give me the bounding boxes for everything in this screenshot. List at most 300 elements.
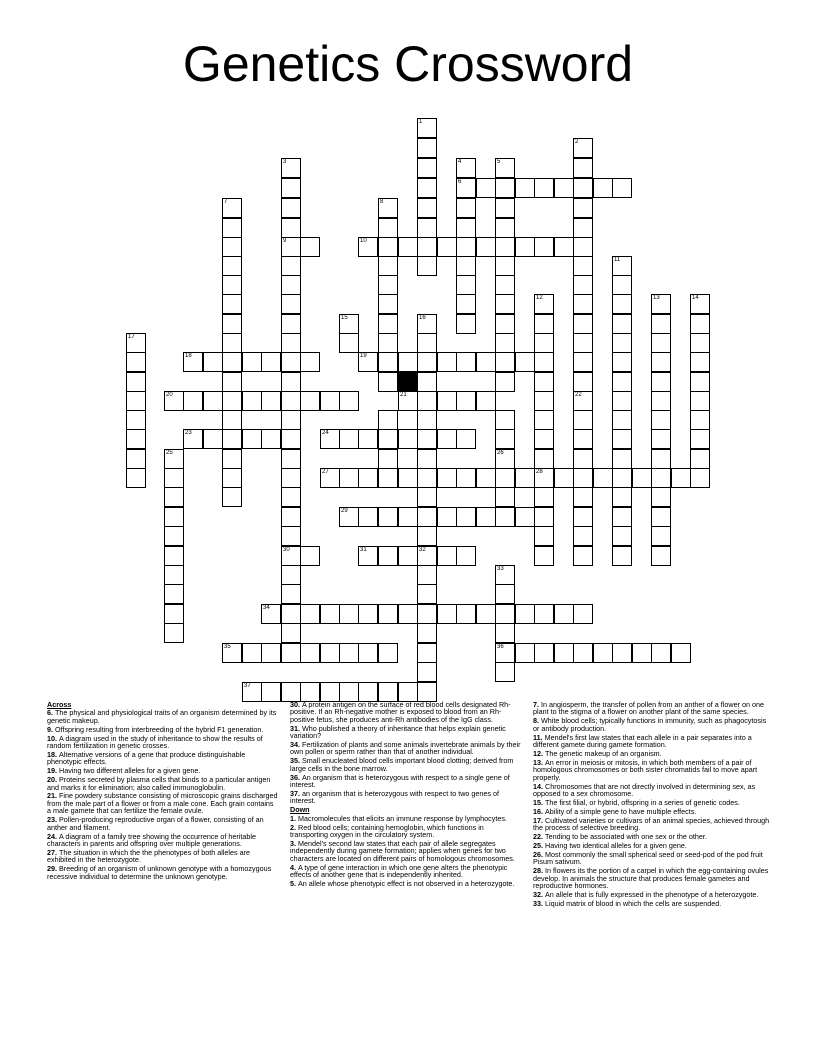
crossword-cell[interactable] — [534, 487, 554, 507]
crossword-cell[interactable] — [476, 237, 496, 257]
crossword-cell[interactable] — [612, 526, 632, 546]
crossword-cell[interactable] — [573, 468, 593, 488]
crossword-cell[interactable] — [378, 256, 398, 276]
crossword-cell[interactable] — [164, 507, 184, 527]
crossword-cell[interactable] — [495, 198, 515, 218]
crossword-cell[interactable] — [612, 275, 632, 295]
crossword-cell[interactable] — [398, 429, 418, 449]
crossword-cell[interactable] — [495, 314, 515, 334]
crossword-cell[interactable] — [612, 410, 632, 430]
crossword-cell[interactable] — [456, 294, 476, 314]
crossword-cell[interactable] — [573, 218, 593, 238]
crossword-cell[interactable] — [651, 314, 671, 334]
crossword-cell[interactable] — [534, 449, 554, 469]
crossword-cell[interactable] — [164, 623, 184, 643]
crossword-cell[interactable] — [261, 391, 281, 411]
crossword-cell[interactable] — [378, 294, 398, 314]
crossword-cell[interactable] — [300, 546, 320, 566]
crossword-cell[interactable] — [554, 468, 574, 488]
crossword-cell[interactable] — [339, 507, 359, 527]
crossword-cell[interactable] — [515, 352, 535, 372]
crossword-cell[interactable] — [671, 468, 691, 488]
crossword-cell[interactable] — [612, 256, 632, 276]
crossword-cell[interactable] — [534, 410, 554, 430]
crossword-cell[interactable] — [126, 352, 146, 372]
crossword-cell[interactable] — [378, 237, 398, 257]
crossword-cell[interactable] — [651, 294, 671, 314]
crossword-cell[interactable] — [320, 468, 340, 488]
crossword-cell[interactable] — [612, 294, 632, 314]
crossword-cell[interactable] — [690, 314, 710, 334]
crossword-cell[interactable] — [495, 352, 515, 372]
crossword-cell[interactable] — [456, 352, 476, 372]
crossword-cell[interactable] — [300, 643, 320, 663]
crossword-cell[interactable] — [300, 391, 320, 411]
crossword-cell[interactable] — [126, 410, 146, 430]
crossword-cell[interactable] — [242, 352, 262, 372]
crossword-cell[interactable] — [281, 623, 301, 643]
crossword-cell[interactable] — [398, 391, 418, 411]
crossword-cell[interactable] — [495, 275, 515, 295]
crossword-cell[interactable] — [222, 275, 242, 295]
crossword-cell[interactable] — [417, 429, 437, 449]
crossword-cell[interactable] — [398, 468, 418, 488]
crossword-cell[interactable] — [476, 178, 496, 198]
crossword-cell[interactable] — [495, 604, 515, 624]
crossword-cell[interactable] — [456, 468, 476, 488]
crossword-cell[interactable] — [573, 178, 593, 198]
crossword-cell[interactable] — [398, 507, 418, 527]
crossword-cell[interactable] — [281, 487, 301, 507]
crossword-cell[interactable] — [534, 294, 554, 314]
crossword-cell[interactable] — [164, 584, 184, 604]
crossword-cell[interactable] — [417, 487, 437, 507]
crossword-cell[interactable] — [417, 333, 437, 353]
crossword-cell[interactable] — [126, 333, 146, 353]
crossword-cell[interactable] — [417, 372, 437, 392]
crossword-cell[interactable] — [515, 604, 535, 624]
crossword-cell[interactable] — [378, 410, 398, 430]
crossword-cell[interactable] — [573, 256, 593, 276]
crossword-cell[interactable] — [222, 468, 242, 488]
crossword-cell[interactable] — [281, 218, 301, 238]
crossword-cell[interactable] — [281, 333, 301, 353]
crossword-cell[interactable] — [164, 449, 184, 469]
crossword-cell[interactable] — [339, 314, 359, 334]
crossword-cell[interactable] — [417, 584, 437, 604]
crossword-cell[interactable] — [320, 604, 340, 624]
crossword-cell[interactable] — [495, 449, 515, 469]
crossword-cell[interactable] — [300, 604, 320, 624]
crossword-cell[interactable] — [378, 372, 398, 392]
crossword-cell[interactable] — [358, 429, 378, 449]
crossword-cell[interactable] — [437, 237, 457, 257]
crossword-cell[interactable] — [534, 178, 554, 198]
crossword-cell[interactable] — [281, 275, 301, 295]
crossword-cell[interactable] — [281, 352, 301, 372]
crossword-cell[interactable] — [222, 352, 242, 372]
crossword-cell[interactable] — [417, 565, 437, 585]
crossword-cell[interactable] — [398, 352, 418, 372]
crossword-cell[interactable] — [534, 546, 554, 566]
crossword-cell[interactable] — [281, 584, 301, 604]
crossword-cell[interactable] — [417, 623, 437, 643]
crossword-cell[interactable] — [378, 352, 398, 372]
crossword-cell[interactable] — [222, 391, 242, 411]
crossword-cell[interactable] — [690, 333, 710, 353]
crossword-cell[interactable] — [651, 526, 671, 546]
crossword-cell[interactable] — [495, 333, 515, 353]
crossword-cell[interactable] — [495, 507, 515, 527]
crossword-cell[interactable] — [554, 178, 574, 198]
crossword-cell[interactable] — [690, 429, 710, 449]
crossword-cell[interactable] — [242, 682, 262, 702]
crossword-cell[interactable] — [183, 391, 203, 411]
crossword-cell[interactable] — [495, 178, 515, 198]
crossword-cell[interactable] — [437, 604, 457, 624]
crossword-cell[interactable] — [612, 314, 632, 334]
crossword-cell[interactable] — [573, 487, 593, 507]
crossword-cell[interactable] — [222, 256, 242, 276]
crossword-cell[interactable] — [456, 256, 476, 276]
crossword-cell[interactable] — [281, 237, 301, 257]
crossword-cell[interactable] — [612, 429, 632, 449]
crossword-cell[interactable] — [300, 352, 320, 372]
crossword-cell[interactable] — [164, 391, 184, 411]
crossword-cell[interactable] — [183, 429, 203, 449]
crossword-cell[interactable] — [281, 507, 301, 527]
crossword-cell[interactable] — [417, 178, 437, 198]
crossword-cell[interactable] — [417, 662, 437, 682]
crossword-cell[interactable] — [281, 643, 301, 663]
crossword-cell[interactable] — [164, 604, 184, 624]
crossword-cell[interactable] — [281, 294, 301, 314]
crossword-cell[interactable] — [495, 643, 515, 663]
crossword-cell[interactable] — [456, 198, 476, 218]
crossword-cell[interactable] — [495, 584, 515, 604]
crossword-cell[interactable] — [515, 178, 535, 198]
crossword-cell[interactable] — [456, 507, 476, 527]
crossword-cell[interactable] — [126, 468, 146, 488]
crossword-cell[interactable] — [573, 526, 593, 546]
crossword-cell[interactable] — [612, 546, 632, 566]
crossword-cell[interactable] — [300, 682, 320, 702]
crossword-cell[interactable] — [612, 487, 632, 507]
crossword-cell[interactable] — [495, 256, 515, 276]
crossword-cell[interactable] — [281, 682, 301, 702]
crossword-cell[interactable] — [456, 546, 476, 566]
crossword-cell[interactable] — [534, 372, 554, 392]
crossword-cell[interactable] — [222, 372, 242, 392]
crossword-cell[interactable] — [281, 256, 301, 276]
crossword-cell[interactable] — [417, 218, 437, 238]
crossword-cell[interactable] — [261, 352, 281, 372]
crossword-cell[interactable] — [222, 410, 242, 430]
crossword-cell[interactable] — [358, 507, 378, 527]
crossword-cell[interactable] — [573, 314, 593, 334]
crossword-cell[interactable] — [358, 682, 378, 702]
crossword-cell[interactable] — [495, 218, 515, 238]
crossword-cell[interactable] — [456, 391, 476, 411]
crossword-cell[interactable] — [261, 429, 281, 449]
crossword-cell[interactable] — [690, 391, 710, 411]
crossword-cell[interactable] — [417, 391, 437, 411]
crossword-cell[interactable] — [358, 643, 378, 663]
crossword-cell[interactable] — [456, 158, 476, 178]
crossword-cell[interactable] — [417, 449, 437, 469]
crossword-cell[interactable] — [242, 643, 262, 663]
crossword-cell[interactable] — [573, 237, 593, 257]
crossword-cell[interactable] — [398, 237, 418, 257]
crossword-cell[interactable] — [456, 314, 476, 334]
crossword-cell[interactable] — [456, 237, 476, 257]
crossword-cell[interactable] — [456, 218, 476, 238]
crossword-cell[interactable] — [476, 468, 496, 488]
crossword-cell[interactable] — [437, 507, 457, 527]
crossword-cell[interactable] — [651, 352, 671, 372]
crossword-cell[interactable] — [203, 391, 223, 411]
crossword-cell[interactable] — [281, 565, 301, 585]
crossword-cell[interactable] — [417, 410, 437, 430]
crossword-cell[interactable] — [339, 604, 359, 624]
crossword-cell[interactable] — [358, 352, 378, 372]
crossword-cell[interactable] — [573, 507, 593, 527]
crossword-cell[interactable] — [320, 429, 340, 449]
crossword-cell[interactable] — [281, 429, 301, 449]
crossword-cell[interactable] — [612, 391, 632, 411]
crossword-cell[interactable] — [573, 352, 593, 372]
crossword-cell[interactable] — [437, 429, 457, 449]
crossword-cell[interactable] — [417, 643, 437, 663]
crossword-cell[interactable] — [358, 468, 378, 488]
crossword-cell[interactable] — [281, 604, 301, 624]
crossword-cell[interactable] — [378, 218, 398, 238]
crossword-cell[interactable] — [651, 468, 671, 488]
crossword-cell[interactable] — [534, 507, 554, 527]
crossword-cell[interactable] — [203, 352, 223, 372]
crossword-cell[interactable] — [612, 468, 632, 488]
crossword-cell[interactable] — [573, 604, 593, 624]
crossword-cell[interactable] — [417, 604, 437, 624]
crossword-cell[interactable] — [593, 178, 613, 198]
crossword-cell[interactable] — [573, 410, 593, 430]
crossword-cell[interactable] — [671, 643, 691, 663]
crossword-cell[interactable] — [573, 198, 593, 218]
crossword-cell[interactable] — [164, 565, 184, 585]
crossword-cell[interactable] — [456, 275, 476, 295]
crossword-cell[interactable] — [417, 138, 437, 158]
crossword-cell[interactable] — [378, 275, 398, 295]
crossword-cell[interactable] — [378, 314, 398, 334]
crossword-cell[interactable] — [495, 662, 515, 682]
crossword-cell[interactable] — [554, 237, 574, 257]
crossword-cell[interactable] — [573, 643, 593, 663]
crossword-cell[interactable] — [651, 546, 671, 566]
crossword-cell[interactable] — [417, 526, 437, 546]
crossword-cell[interactable] — [281, 158, 301, 178]
crossword-cell[interactable] — [515, 468, 535, 488]
crossword-cell[interactable] — [690, 372, 710, 392]
crossword-cell[interactable] — [437, 468, 457, 488]
crossword-cell[interactable] — [126, 429, 146, 449]
crossword-cell[interactable] — [573, 546, 593, 566]
crossword-cell[interactable] — [515, 507, 535, 527]
crossword-cell[interactable] — [203, 429, 223, 449]
crossword-cell[interactable] — [164, 546, 184, 566]
crossword-cell[interactable] — [690, 294, 710, 314]
crossword-cell[interactable] — [651, 643, 671, 663]
crossword-cell[interactable] — [554, 604, 574, 624]
crossword-cell[interactable] — [593, 468, 613, 488]
crossword-cell[interactable] — [261, 604, 281, 624]
crossword-cell[interactable] — [281, 372, 301, 392]
crossword-cell[interactable] — [417, 682, 437, 702]
crossword-cell[interactable] — [417, 314, 437, 334]
crossword-cell[interactable] — [320, 643, 340, 663]
crossword-cell[interactable] — [261, 643, 281, 663]
crossword-cell[interactable] — [222, 237, 242, 257]
crossword-cell[interactable] — [339, 468, 359, 488]
crossword-cell[interactable] — [690, 468, 710, 488]
crossword-cell[interactable] — [417, 256, 437, 276]
crossword-cell[interactable] — [281, 546, 301, 566]
crossword-cell[interactable] — [515, 643, 535, 663]
crossword-cell[interactable] — [573, 158, 593, 178]
crossword-cell[interactable] — [573, 294, 593, 314]
crossword-cell[interactable] — [476, 604, 496, 624]
crossword-cell[interactable] — [612, 449, 632, 469]
crossword-cell[interactable] — [632, 468, 652, 488]
crossword-cell[interactable] — [495, 158, 515, 178]
crossword-cell[interactable] — [339, 682, 359, 702]
crossword-cell[interactable] — [495, 468, 515, 488]
crossword-cell[interactable] — [320, 391, 340, 411]
crossword-cell[interactable] — [690, 449, 710, 469]
crossword-cell[interactable] — [456, 429, 476, 449]
crossword-cell[interactable] — [281, 391, 301, 411]
crossword-cell[interactable] — [183, 352, 203, 372]
crossword-cell[interactable] — [378, 333, 398, 353]
crossword-cell[interactable] — [417, 352, 437, 372]
crossword-cell[interactable] — [417, 237, 437, 257]
crossword-cell[interactable] — [378, 546, 398, 566]
crossword-cell[interactable] — [534, 314, 554, 334]
crossword-cell[interactable] — [651, 391, 671, 411]
crossword-cell[interactable] — [417, 198, 437, 218]
crossword-cell[interactable] — [378, 682, 398, 702]
crossword-cell[interactable] — [126, 449, 146, 469]
crossword-cell[interactable] — [651, 333, 671, 353]
crossword-cell[interactable] — [222, 198, 242, 218]
crossword-cell[interactable] — [476, 507, 496, 527]
crossword-cell[interactable] — [534, 604, 554, 624]
crossword-cell[interactable] — [456, 178, 476, 198]
crossword-cell[interactable] — [339, 391, 359, 411]
crossword-cell[interactable] — [651, 507, 671, 527]
crossword-cell[interactable] — [534, 429, 554, 449]
crossword-cell[interactable] — [417, 158, 437, 178]
crossword-cell[interactable] — [573, 449, 593, 469]
crossword-cell[interactable] — [378, 643, 398, 663]
crossword-cell[interactable] — [417, 507, 437, 527]
crossword-cell[interactable] — [573, 429, 593, 449]
crossword-cell[interactable] — [222, 294, 242, 314]
crossword-cell[interactable] — [534, 468, 554, 488]
crossword-cell[interactable] — [573, 138, 593, 158]
crossword-cell[interactable] — [534, 391, 554, 411]
crossword-cell[interactable] — [612, 352, 632, 372]
crossword-cell[interactable] — [534, 526, 554, 546]
crossword-cell[interactable] — [281, 314, 301, 334]
crossword-cell[interactable] — [222, 333, 242, 353]
crossword-cell[interactable] — [651, 372, 671, 392]
crossword-cell[interactable] — [612, 333, 632, 353]
crossword-cell[interactable] — [437, 546, 457, 566]
crossword-cell[interactable] — [651, 429, 671, 449]
crossword-cell[interactable] — [222, 449, 242, 469]
crossword-cell[interactable] — [281, 410, 301, 430]
crossword-cell[interactable] — [612, 178, 632, 198]
crossword-cell[interactable] — [495, 429, 515, 449]
crossword-cell[interactable] — [222, 429, 242, 449]
crossword-cell[interactable] — [534, 352, 554, 372]
crossword-cell[interactable] — [281, 449, 301, 469]
crossword-cell[interactable] — [437, 391, 457, 411]
crossword-cell[interactable] — [690, 352, 710, 372]
crossword-cell[interactable] — [164, 526, 184, 546]
crossword-cell[interactable] — [554, 643, 574, 663]
crossword-cell[interactable] — [495, 623, 515, 643]
crossword-cell[interactable] — [222, 487, 242, 507]
crossword-cell[interactable] — [358, 604, 378, 624]
crossword-cell[interactable] — [242, 391, 262, 411]
crossword-cell[interactable] — [417, 468, 437, 488]
crossword-cell[interactable] — [339, 643, 359, 663]
crossword-cell[interactable] — [222, 643, 242, 663]
crossword-cell[interactable] — [378, 604, 398, 624]
crossword-cell[interactable] — [573, 275, 593, 295]
crossword-cell[interactable] — [651, 410, 671, 430]
crossword-cell[interactable] — [222, 314, 242, 334]
crossword-cell[interactable] — [398, 546, 418, 566]
crossword-cell[interactable] — [281, 526, 301, 546]
crossword-cell[interactable] — [378, 429, 398, 449]
crossword-cell[interactable] — [476, 352, 496, 372]
crossword-cell[interactable] — [164, 487, 184, 507]
crossword-cell[interactable] — [398, 682, 418, 702]
crossword-cell[interactable] — [281, 198, 301, 218]
crossword-cell[interactable] — [358, 237, 378, 257]
crossword-cell[interactable] — [281, 178, 301, 198]
crossword-cell[interactable] — [632, 643, 652, 663]
crossword-cell[interactable] — [164, 468, 184, 488]
crossword-cell[interactable] — [534, 333, 554, 353]
crossword-cell[interactable] — [534, 643, 554, 663]
crossword-cell[interactable] — [281, 468, 301, 488]
crossword-cell[interactable] — [573, 372, 593, 392]
crossword-cell[interactable] — [573, 391, 593, 411]
crossword-cell[interactable] — [495, 487, 515, 507]
crossword-cell[interactable] — [515, 237, 535, 257]
crossword-cell[interactable] — [593, 643, 613, 663]
crossword-cell[interactable] — [456, 604, 476, 624]
crossword-cell[interactable] — [339, 429, 359, 449]
crossword-cell[interactable] — [651, 487, 671, 507]
crossword-cell[interactable] — [495, 372, 515, 392]
crossword-cell[interactable] — [495, 294, 515, 314]
crossword-cell[interactable] — [495, 237, 515, 257]
crossword-cell[interactable] — [573, 333, 593, 353]
